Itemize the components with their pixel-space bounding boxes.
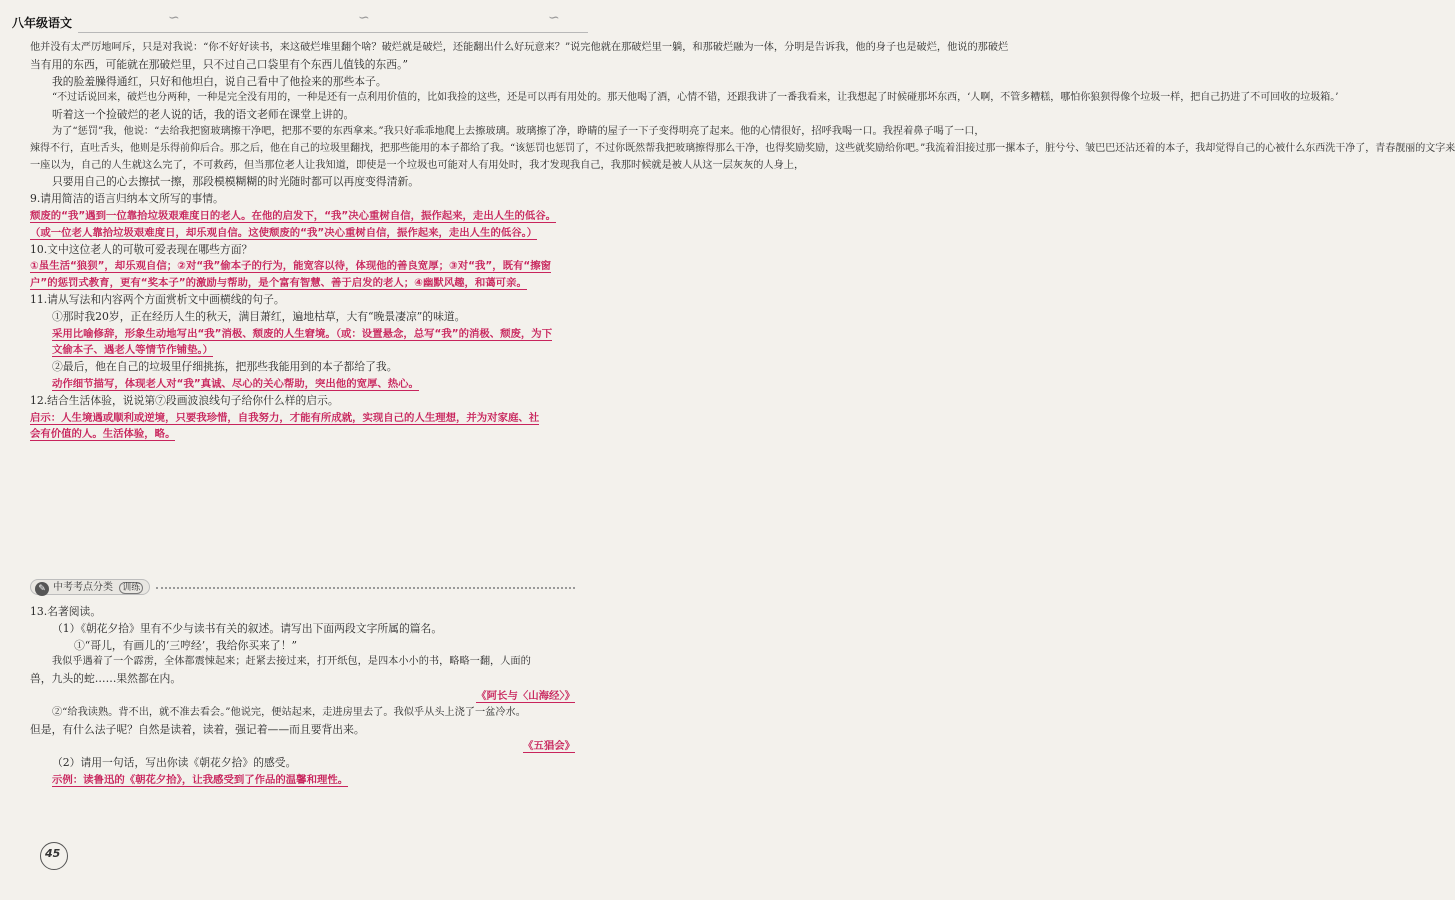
- header-decoration: [78, 12, 588, 33]
- section-tag: 训练: [119, 582, 143, 594]
- paragraph: 辣得不行，直吐舌头，他则是乐得前仰后合。那之后，他在自己的垃圾里翻找，把那些能用的本子都给了我。“该惩罚也惩罚了，不过你既然帮我把玻璃擦得那么干净，也得奖励奖励，这些就奖励给你吧。”我流着泪接过那一摞本子，脏兮兮、皱巴巴还沾还着的本子，我却觉得自己的心被什么东西洗干净了，青春靓丽的文字来: [30, 142, 1455, 154]
- page-number-badge: [34, 838, 74, 878]
- answer-10-line1: ①虽生活“狼狈”，却乐观自信；②对“我”偷本子的行为，能宽容以待，体现他的善良宽厚；③对“我”，既有“擦窗: [30, 260, 551, 273]
- paragraph: 我的脸羞臊得通红，只好和他坦白，说自己看中了他捡来的那些本子。: [52, 74, 387, 88]
- paragraph: 只要用自己的心去擦拭一擦，那段模模糊糊的时光随时都可以再度变得清新。: [52, 175, 420, 189]
- question-13: 13.名著阅读。: [30, 605, 102, 618]
- paragraph: “不过话说回来，破烂也分两种，一种是完全没有用的，一种是还有一点利用价值的，比如我捡的这些，还是可以再有用处的。那天他喝了酒，心情不错，还跟我讲了一番我看来，让我想起了时候碰那坏东西，‘人啊，不管多糟糕，哪怕你狼狈得像个垃圾一样，把自己扔进了不可回收的垃圾箱。’: [52, 92, 1339, 104]
- question-10: 10.文中这位老人的可敬可爱表现在哪些方面？: [30, 242, 253, 256]
- excerpt1-line1: ①“哥儿，有画儿的‘三哼经’，我给你买来了！”: [74, 638, 298, 652]
- answer-13-2: 《五猖会》: [523, 740, 575, 753]
- paragraph: 一座以为，自己的人生就这么完了，不可救药，但当那位老人让我知道，即使是一个垃圾也可能对人有用处时，我才发现我自己，我那时候就是被人从这一层灰灰的人身上，: [30, 159, 805, 171]
- swirl-icon: ∽: [358, 10, 370, 26]
- section-label-box: [30, 579, 150, 595]
- answer-9-line1: 颓废的“我”遇到一位靠拾垃圾艰难度日的老人。在他的启发下，“我”决心重树自信，振作起来，走出人生的低谷。: [30, 209, 557, 222]
- answer-13-3: 示例：读鲁迅的《朝花夕拾》，让我感受到了作品的温馨和理性。: [52, 773, 349, 786]
- paragraph: 当有用的东西，可能就在那破烂里，只不过自己口袋里有个东西儿值钱的东西。”: [30, 57, 409, 71]
- answer-12-line1: 启示：人生境遇或顺利或逆境，只要我珍惜，自我努力，才能有所成就，实现自己的人生理想，并为对家庭、社: [30, 411, 540, 424]
- answer-11-1-line1: 采用比喻修辞，形象生动地写出“我”消极、颓废的人生窘境。（或：设置悬念，总写“我”的消极、颓废，为下: [52, 327, 553, 340]
- question-13-sub2: （2）请用一句话，写出你读《朝花夕拾》的感受。: [52, 756, 297, 770]
- paragraph: 听着这一个捡破烂的老人说的话，我的语文老师在课堂上讲的。: [52, 108, 355, 122]
- header-title: 八年级语文: [12, 16, 73, 30]
- excerpt1-line2: 我似乎遇着了一个霹雳，全体都震悚起来；赶紧去接过来，打开纸包，是四本小小的书，略略一翻，人面的: [52, 656, 531, 668]
- answer-11-1-line2: 文偷本子、遇老人等情节作铺垫。）: [52, 344, 214, 357]
- paragraph: 他并没有太严厉地呵斥，只是对我说：“你不好好读书，来这破烂堆里翻个啥？破烂就是破烂，还能翻出什么好玩意来？”说完他就在那破烂里一躺，和那破烂融为一体，分明是告诉我，他的身子也是破烂，他说的那破烂: [30, 42, 1009, 53]
- paragraph: 为了“惩罚”我，他说：“去给我把窗玻璃擦干净吧，把那不要的东西拿来。”我只好乖乖地爬上去擦玻璃。玻璃擦了净，睁睛的屋子一下子变得明亮了起来。他的心情很好，招呼我喝一口。我捏着鼻子喝了一口，: [52, 125, 985, 137]
- question-9: 9.请用简洁的语言归纳本文所写的事情。: [30, 192, 224, 206]
- question-13-sub1: （1）《朝花夕拾》里有不少与读书有关的叙述。请写出下面两段文字所属的篇名。: [52, 621, 443, 635]
- answer-10-line2: 户”的惩罚式教育，更有“奖本子”的激励与帮助，是个富有智慧、善于启发的老人；④幽默风趣，和蔼可亲。: [30, 277, 527, 290]
- excerpt1-line3: 兽，九头的蛇……果然都在内。: [30, 672, 182, 686]
- answer-13-1: 《阿长与〈山海经〉》: [476, 689, 575, 702]
- question-11: 11.请从写法和内容两个方面赏析文中画横线的句子。: [30, 292, 285, 306]
- section-label: 中考考点分类: [53, 582, 113, 593]
- answer-9-line2: （或一位老人靠拾垃圾艰难度日，却乐观自信。这使颓废的“我”决心重树自信，振作起来，走出人生的低谷。）: [30, 226, 538, 239]
- question-11-item1: ①那时我20岁，正在经历人生的秋天，满目萧红，遍地枯草，大有“晚景凄凉”的味道。: [52, 309, 466, 323]
- section-banner: [30, 578, 575, 598]
- excerpt2-line2: 但是，有什么法子呢？自然是读着，读着，强记着——而且要背出来。: [30, 722, 365, 736]
- swirl-icon: ∽: [548, 10, 560, 26]
- article-body: [30, 40, 1455, 443]
- excerpt2-line1: ②“给我读熟。背不出，就不准去看会。”他说完，便站起来，走进房里去了。我似乎从头上浇了一盆冷水。: [52, 706, 526, 718]
- answer-12-line2: 会有价值的人。生活体验，略。: [30, 428, 176, 441]
- page-header: [8, 8, 592, 36]
- section-divider: [156, 587, 575, 589]
- answer-11-2: 动作细节描写，体现老人对“我”真诚、尽心的关心帮助，突出他的宽厚、热心。: [52, 377, 419, 390]
- brush-icon: ✎: [35, 582, 49, 596]
- q13-block: [30, 604, 575, 789]
- page-number: 45: [45, 847, 61, 860]
- question-12: 12.结合生活体验，说说第⑦段画波浪线句子给你什么样的启示。: [30, 393, 339, 407]
- question-11-item2: ②最后，他在自己的垃圾里仔细挑拣，把那些我能用到的本子都给了我。: [52, 360, 398, 374]
- swirl-icon: ∽: [168, 10, 180, 26]
